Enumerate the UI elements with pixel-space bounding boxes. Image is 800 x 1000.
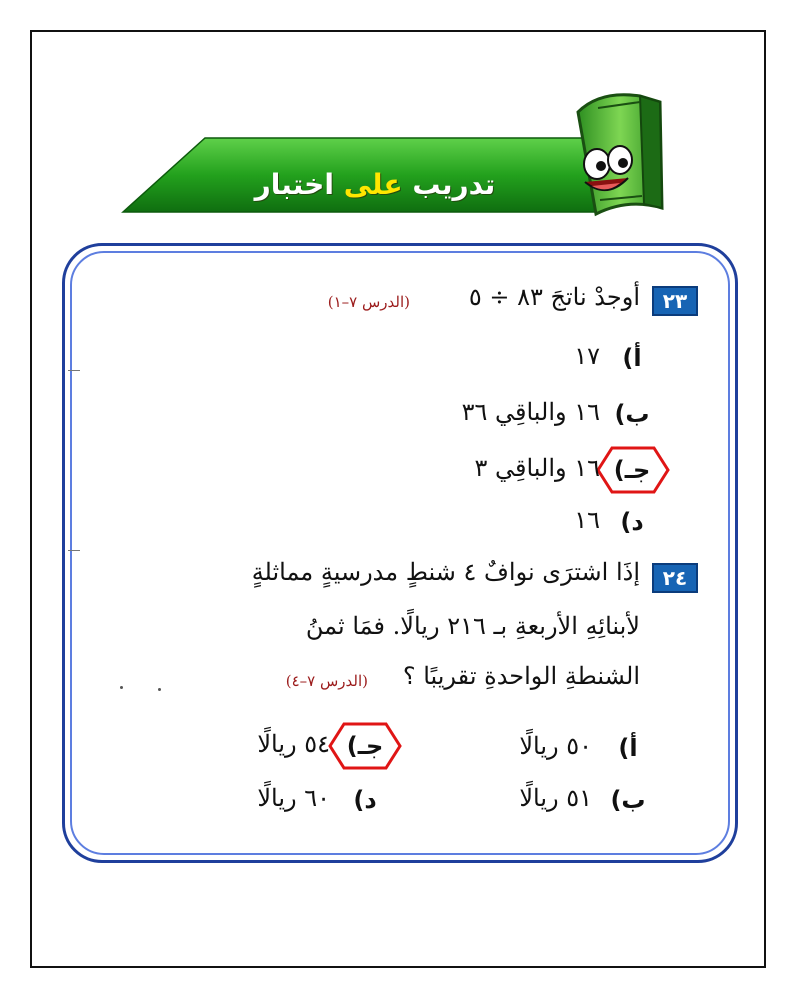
banner-title-word1: تدريب [412, 168, 496, 201]
option-text[interactable]: ٥١ ريالًا [519, 784, 592, 812]
question-text-line3: الشنطةِ الواحدةِ تقريبًا ؟ [402, 662, 640, 690]
option-text[interactable]: ٦٠ ريالًا [257, 784, 330, 812]
option-letter[interactable]: د) [620, 508, 644, 536]
margin-tick [68, 550, 80, 551]
lesson-reference: (الدرس ٧–١) [327, 293, 410, 311]
question-number-badge: ٢٤ [652, 563, 698, 593]
question-text: أوجدْ ناتجَ ٨٣ ÷ ٥ [468, 283, 640, 311]
margin-tick [68, 370, 80, 371]
option-text[interactable]: ٥٤ ريالًا [257, 730, 330, 758]
banner [0, 0, 800, 260]
banner-title [195, 160, 555, 210]
option-text[interactable]: ١٦ والباقِي ٣٦ [461, 398, 600, 426]
banner-title-highlight: على [343, 168, 403, 201]
option-letter[interactable]: د) [353, 786, 377, 814]
option-letter-selected[interactable]: جـ) [346, 732, 384, 760]
question-text-line1: إذَا اشترَى نوافٌ ٤ شنطٍ مدرسيةٍ مماثلةٍ [251, 558, 640, 586]
option-text[interactable]: ١٦ والباقِي ٣ [474, 454, 600, 482]
banner-title-word2: اختبار [254, 168, 334, 201]
option-letter-selected[interactable]: جـ) [613, 456, 651, 484]
stray-dot [158, 688, 161, 691]
question-text-line2: لأبنائِهِ الأربعةِ بـ ٢١٦ ريالًا. فمَا ثمنُ [305, 612, 640, 640]
option-letter[interactable]: ب) [610, 786, 646, 814]
option-letter[interactable]: ب) [614, 400, 650, 428]
option-text[interactable]: ١٧ [574, 342, 600, 370]
option-text[interactable]: ٥٠ ريالًا [519, 732, 592, 760]
option-letter[interactable]: أ) [618, 734, 638, 762]
lesson-reference: (الدرس ٧–٤) [285, 672, 368, 690]
option-letter[interactable]: أ) [622, 344, 642, 372]
option-text[interactable]: ١٦ [574, 506, 600, 534]
stray-dot [120, 686, 123, 689]
question-number-badge: ٢٣ [652, 286, 698, 316]
